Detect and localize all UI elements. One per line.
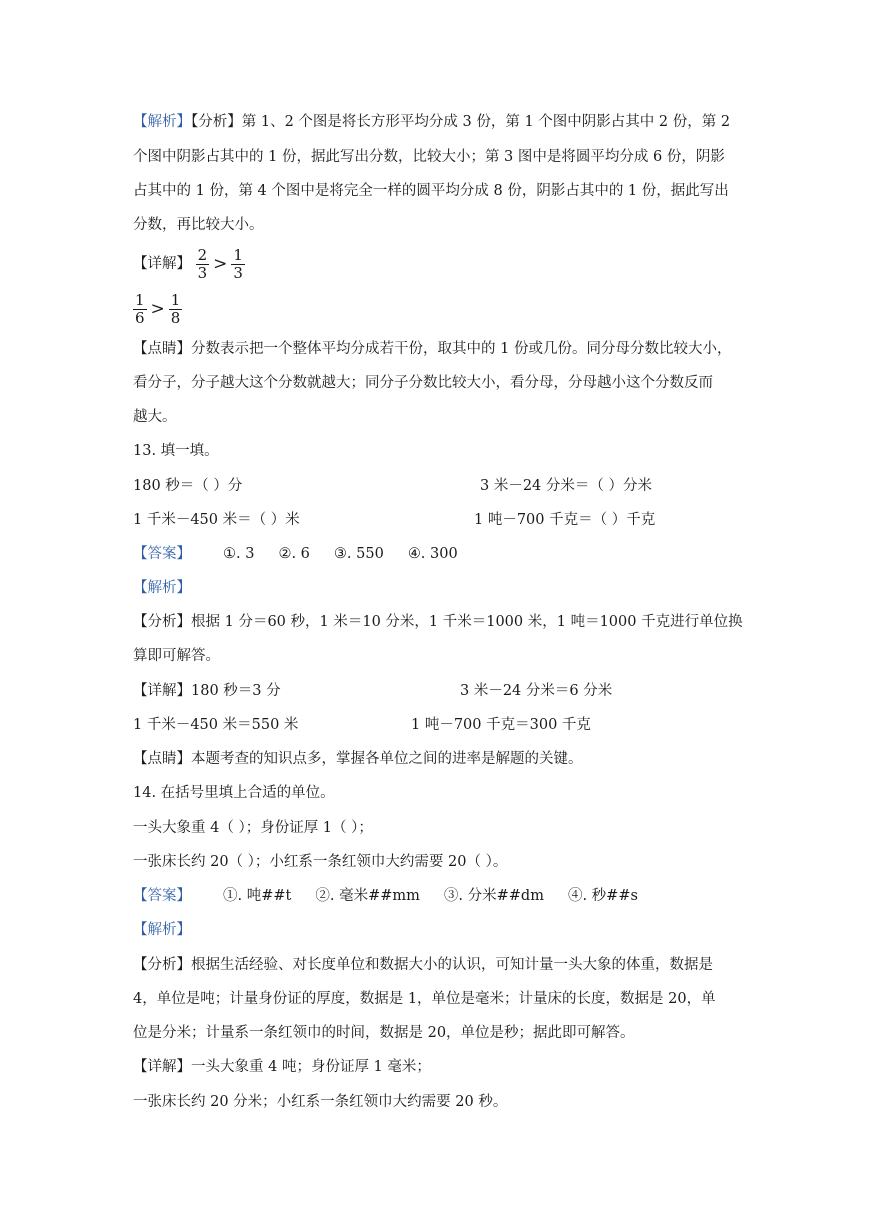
s13-detail-1a: 【详解】180 秒＝3 分 (133, 683, 281, 699)
fraction-one-third: $\frac{1}{3}$ (233, 245, 243, 282)
answer-2: ②. 6 (278, 546, 310, 562)
s14-analysis-line-2: 4，单位是吨；计量身份证的厚度，数据是 1，单位是毫米；计量床的长度，数据是 20，单 (133, 991, 716, 1007)
s14-jiexi-tag: 【解析】 (133, 922, 191, 938)
greater-than: > (150, 299, 165, 319)
s13-answer-row (133, 544, 482, 564)
s12-dianjing-line-3: 越大。 (133, 409, 177, 425)
s13-q2a: 1 千米－450 米＝（ ）米 (133, 512, 300, 528)
s14-detail-line-1: 【详解】一头大象重 4 吨；身份证厚 1 毫米； (133, 1059, 431, 1075)
s13-q1a: 180 秒＝（ ）分 (133, 478, 243, 494)
dianjing-tag: 【点睛】 (133, 341, 191, 357)
s12-dianjing-line-2: 看分子，分子越大这个分数就越大；同分子分数比较大小，看分母，分母越小这个分数反而 (133, 375, 713, 391)
answer-1: ①. 3 (223, 546, 255, 562)
fenxi-tag: 【分析】 (133, 614, 191, 630)
s12-analysis-line-2: 个图中阴影占其中的 1 份，据此写出分数，比较大小；第 3 图中是将圆平均分成 6 份，阴影 (133, 149, 725, 165)
s13-title: 13. 填一填。 (133, 443, 219, 459)
fenxi-tag: 【分析】 (191, 114, 242, 130)
s12-analysis-line-3: 占其中的 1 份，第 4 个图中是将完全一样的圆平均分成 8 份，阴影占其中的 1 份，据此写出 (133, 183, 729, 199)
s12-detail-row (133, 245, 245, 283)
answer-tag: 【答案】 (133, 888, 191, 904)
answer-4: ④. 300 (407, 546, 458, 562)
s14-analysis-line-1: 【分析】根据生活经验、对长度单位和数据大小的认识，可知计量一头大象的体重，数据是 (133, 957, 713, 973)
s14-q2: 一张床长约 20（ ）；小红系一条红领巾大约需要 20（ ）。 (133, 854, 508, 870)
detail-tag: 【详解】 (133, 256, 191, 272)
answer-tag: 【答案】 (133, 546, 191, 562)
s14-answer-row (133, 886, 662, 906)
s13-dianjing: 【点睛】本题考查的知识点多，掌握各单位之间的进率是解题的关键。 (133, 751, 583, 767)
s13-q1b: 3 米－24 分米＝（ ）分米 (480, 478, 653, 494)
answer-4: ④. 秒##s (567, 888, 638, 904)
s12-analysis-line-1: 【解析】【分析】第 1、2 个图是将长方形平均分成 3 份，第 1 个图中阴影占其中 2 份，第 2 (133, 114, 731, 130)
answer-2: ②. 毫米##mm (315, 888, 420, 904)
s13-detail-1b: 3 米－24 分米＝6 分米 (460, 683, 613, 699)
s14-detail-line-2: 一张床长约 20 分米；小红系一条红领巾大约需要 20 秒。 (133, 1094, 508, 1110)
fenxi-tag: 【分析】 (133, 957, 191, 973)
s14-title: 14. 在括号里填上合适的单位。 (133, 785, 335, 801)
s12-analysis-line-4: 分数，再比较大小。 (133, 217, 264, 233)
detail-tag: 【详解】 (133, 683, 191, 699)
fraction-one-eighth: $\frac{1}{8}$ (170, 290, 181, 327)
dianjing-tag: 【点睛】 (133, 751, 191, 767)
s13-q2b: 1 吨－700 千克＝（ ）千克 (474, 512, 656, 528)
s14-analysis-line-3: 位是分米；计量系一条红领巾的时间，数据是 20，单位是秒；据此即可解答。 (133, 1025, 635, 1041)
answer-3: ③. 分米##dm (443, 888, 544, 904)
s12-detail-row-2 (133, 290, 182, 328)
s13-jiexi-tag: 【解析】 (133, 580, 191, 596)
s14-q1: 一头大象重 4（ ）；身份证厚 1（ ）； (133, 820, 373, 836)
greater-than: > (213, 254, 228, 274)
answer-3: ③. 550 (333, 546, 384, 562)
fraction-two-thirds: $\frac{2}{3}$ (197, 245, 208, 282)
s12-dianjing-line-1: 【点睛】分数表示把一个整体平均分成若干份，取其中的 1 份或几份。同分母分数比较大小， (133, 341, 732, 357)
detail-tag: 【详解】 (133, 1059, 191, 1075)
s13-detail-2a: 1 千米－450 米＝550 米 (133, 717, 299, 733)
fraction-one-sixth: $\frac{1}{6}$ (135, 290, 145, 327)
answer-1: ①. 吨##t (223, 888, 292, 904)
s13-analysis-line-1: 【分析】根据 1 分＝60 秒，1 米＝10 分米，1 千米＝1000 米，1 吨＝1000 千克进行单位换 (133, 614, 743, 630)
s13-analysis-line-2: 算即可解答。 (133, 648, 220, 664)
s13-detail-2b: 1 吨－700 千克＝300 千克 (411, 717, 591, 733)
jiexi-tag: 【解析】 (133, 114, 191, 130)
